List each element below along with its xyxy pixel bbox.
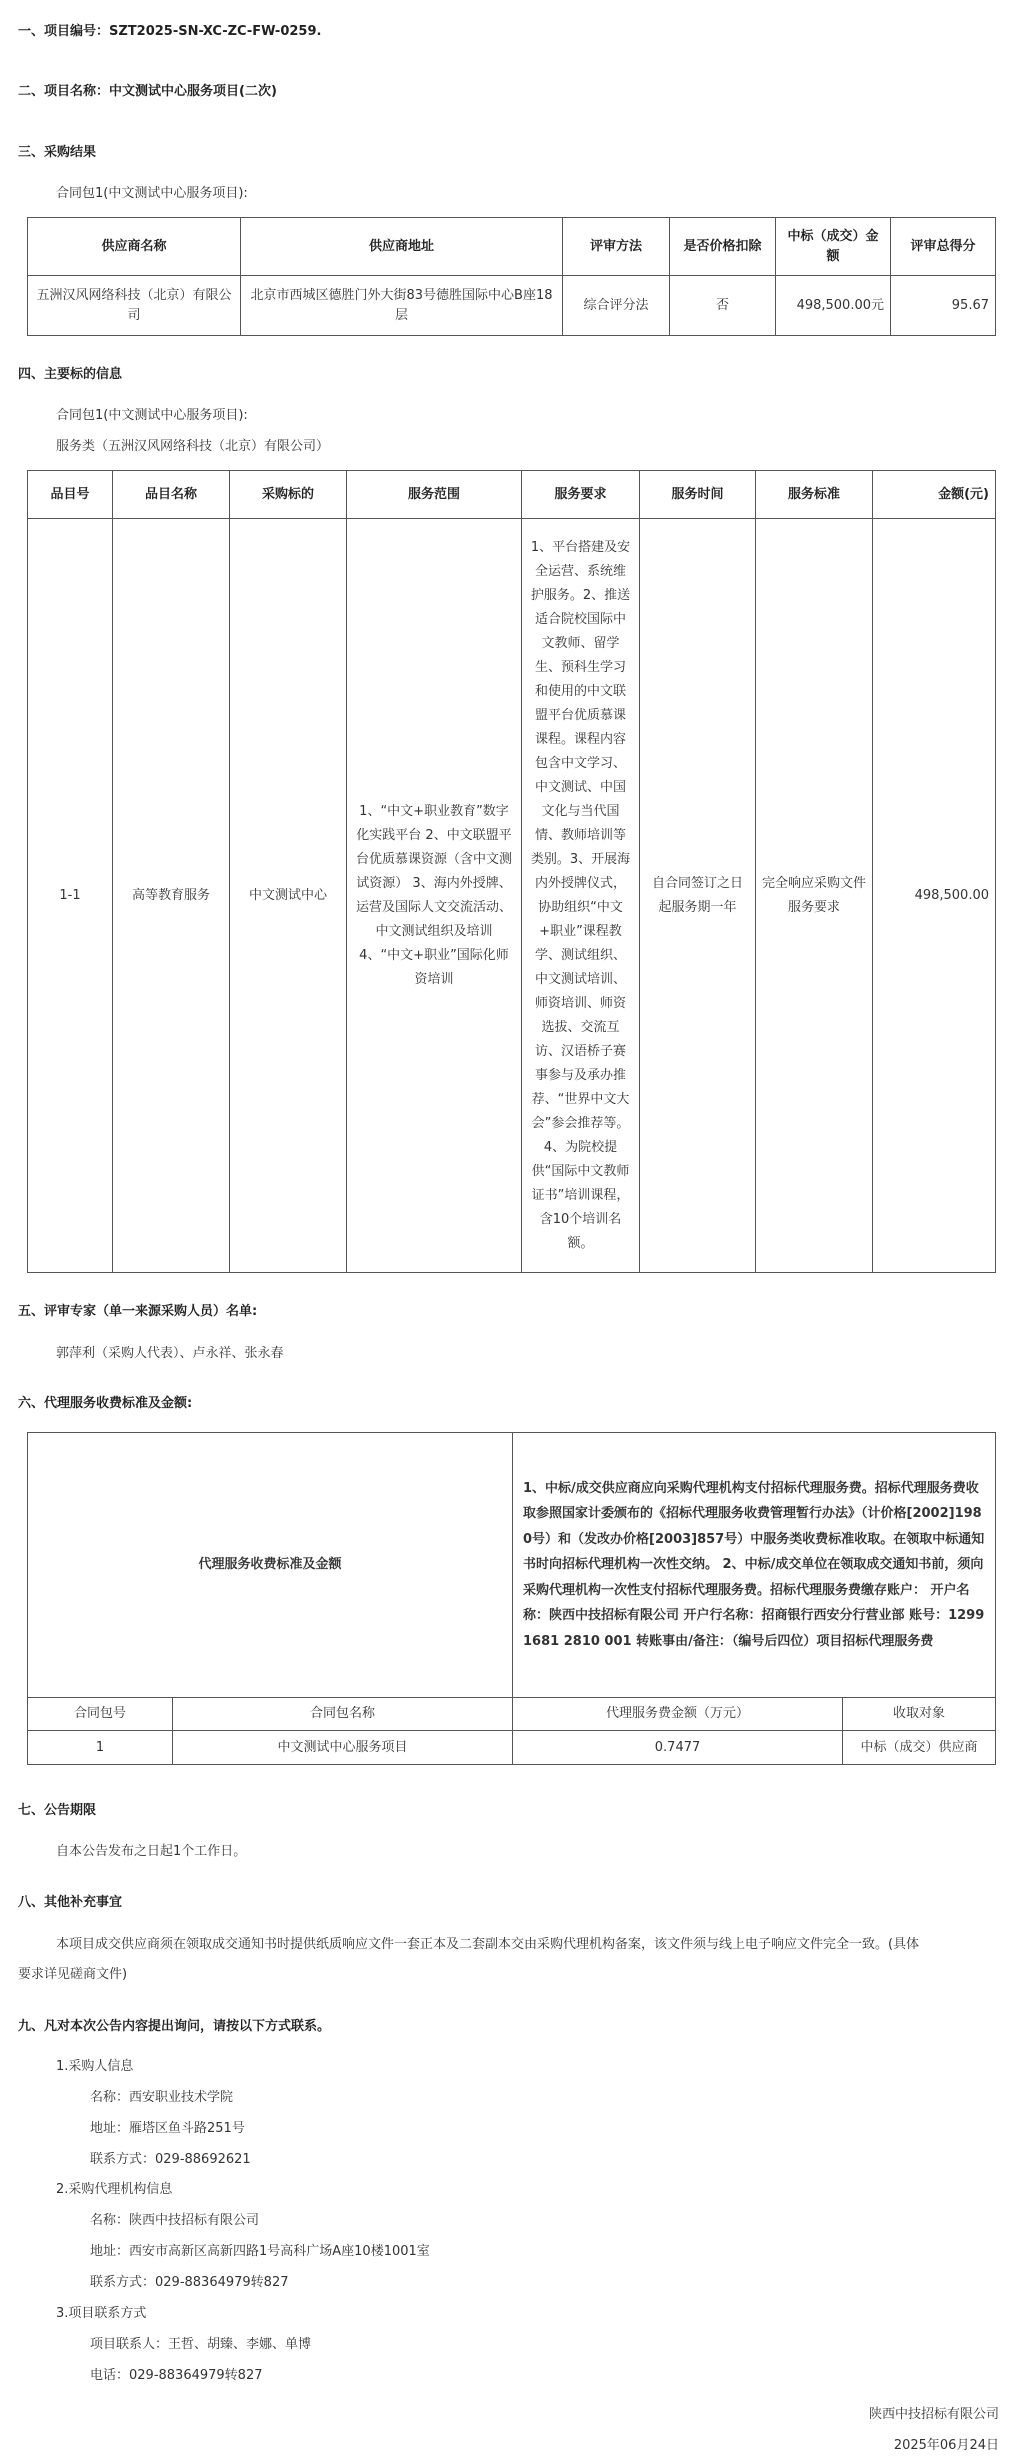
supplement-text-line2: 要求详见磋商文件) (18, 1967, 128, 1982)
agency-phone: 联系方式：029-88364979转827 (90, 2275, 289, 2290)
subject-header-name: 品目名称 (113, 471, 230, 519)
result-header-amount: 中标（成交）金额 (776, 218, 891, 276)
subject-header-amount: 金额(元) (873, 471, 996, 519)
section-title-contact: 九、凡对本次公告内容提出询问，请按以下方式联系。 (18, 2019, 331, 2034)
subject-header-no: 品目号 (28, 471, 113, 519)
subject-cell-time: 自合同签订之日起服务期一年 (640, 519, 756, 1273)
agency-info-title: 2.采购代理机构信息 (56, 2182, 173, 2197)
project-name-line (18, 80, 277, 99)
agency-fee-table (27, 1432, 996, 1765)
subject-cell-target: 中文测试中心 (230, 519, 347, 1273)
subject-table (27, 470, 996, 1273)
subject-service-supplier: 服务类（五洲汉风网络科技（北京）有限公司） (56, 439, 330, 454)
result-header-address: 供应商地址 (241, 218, 563, 276)
result-header-method: 评审方法 (563, 218, 670, 276)
subject-header-target: 采购标的 (230, 471, 347, 519)
project-name-label: 二、项目名称： (18, 84, 110, 99)
result-cell-score: 95.67 (891, 276, 996, 336)
result-header-price-deduct: 是否价格扣除 (670, 218, 776, 276)
footer-date: 2025年06月24日 (893, 2438, 999, 2453)
fee-header-package-no: 合同包号 (28, 1698, 173, 1731)
section-title-supplement: 八、其他补充事宜 (18, 1895, 123, 1910)
result-table (27, 217, 996, 336)
subject-cell-scope: 1、“中文+职业教育”数字化实践平台 2、中文联盟平台优质慕课资源（含中文测试资源） 3、海内外授牌、运营及国际人文交流活动、中文测试组织及培训 4、“中文+职业”国际化师资培训 (347, 519, 522, 1273)
project-number-label: 一、项目编号： (18, 24, 110, 39)
fee-header-package-name: 合同包名称 (173, 1698, 513, 1731)
section-title-subject: 四、主要标的信息 (18, 367, 123, 382)
fee-cell-package-name: 中文测试中心服务项目 (173, 1731, 513, 1765)
subject-header-standard: 服务标准 (756, 471, 873, 519)
result-cell-amount: 498,500.00元 (776, 276, 891, 336)
result-package-label: 合同包1(中文测试中心服务项目): (56, 186, 248, 201)
project-number-value: SZT2025-SN-XC-ZC-FW-0259. (109, 24, 322, 39)
purchaser-info-title: 1.采购人信息 (56, 2059, 134, 2074)
project-number-line (18, 20, 321, 39)
subject-cell-no: 1-1 (28, 519, 113, 1273)
purchaser-name: 名称：西安职业技术学院 (90, 2090, 234, 2105)
result-cell-price-deduct: 否 (670, 276, 776, 336)
project-contact-title: 3.项目联系方式 (56, 2306, 147, 2321)
section-title-experts: 五、评审专家（单一来源采购人员）名单: (18, 1304, 258, 1319)
fee-cell-amount: 0.7477 (513, 1731, 843, 1765)
agency-name: 名称：陕西中技招标有限公司 (90, 2213, 260, 2228)
section-title-agency-fee: 六、代理服务收费标准及金额: (18, 1396, 193, 1411)
project-contact-people: 项目联系人：王哲、胡臻、李娜、单博 (90, 2337, 312, 2352)
subject-package-label: 合同包1(中文测试中心服务项目): (56, 408, 248, 423)
subject-header-requirement: 服务要求 (522, 471, 640, 519)
fee-cell-payer: 中标（成交）供应商 (843, 1731, 996, 1765)
agency-address: 地址：西安市高新区高新四路1号高科广场A座10楼1001室 (90, 2244, 430, 2259)
result-header-supplier: 供应商名称 (28, 218, 241, 276)
footer-organization: 陕西中技招标有限公司 (868, 2407, 999, 2422)
subject-header-time: 服务时间 (640, 471, 756, 519)
result-cell-address: 北京市西城区德胜门外大街83号德胜国际中心B座18层 (241, 276, 563, 336)
section-title-period: 七、公告期限 (18, 1803, 97, 1818)
project-name-value: 中文测试中心服务项目(二次) (109, 84, 277, 99)
expert-names: 郭萍利（采购人代表）、卢永祥、张永春 (56, 1346, 284, 1361)
agency-fee-label: 代理服务收费标准及金额 (28, 1433, 513, 1698)
project-contact-phone: 电话：029-88364979转827 (90, 2368, 263, 2383)
fee-header-amount: 代理服务费金额（万元） (513, 1698, 843, 1731)
subject-cell-name: 高等教育服务 (113, 519, 230, 1273)
result-header-score: 评审总得分 (891, 218, 996, 276)
result-cell-method: 综合评分法 (563, 276, 670, 336)
subject-cell-requirement: 1、平台搭建及安全运营、系统维护服务。2、推送适合院校国际中文教师、留学生、预科生学习和使用的中文联盟平台优质慕课课程。课程内容包含中文学习、中文测试、中国文化与当代国情、教师培训等类别。3、开展海内外授牌仪式，协助组织“中文+职业”课程教学、测试组织、中文测试培训、师资培训、师资选拔、交流互访、汉语桥子赛事参与及承办推荐、“世界中文大会”参会推荐等。4、为院校提供“国际中文教师证书”培训课程，含10个培训名额。 (522, 519, 640, 1273)
section-title-result: 三、采购结果 (18, 145, 97, 160)
period-text: 自本公告发布之日起1个工作日。 (56, 1844, 247, 1859)
subject-header-scope: 服务范围 (347, 471, 522, 519)
purchaser-phone: 联系方式：029-88692621 (90, 2152, 251, 2167)
fee-cell-package-no: 1 (28, 1731, 173, 1765)
subject-cell-standard: 完全响应采购文件服务要求 (756, 519, 873, 1273)
subject-cell-amount: 498,500.00 (873, 519, 996, 1273)
purchaser-address: 地址：雁塔区鱼斗路251号 (90, 2121, 245, 2136)
fee-header-payer: 收取对象 (843, 1698, 996, 1731)
agency-fee-description: 1、中标/成交供应商应向采购代理机构支付招标代理服务费。招标代理服务费收取参照国家计委颁布的《招标代理服务收费管理暂行办法》（计价格[2002]1980号）和（发改办价格[2003]857号）中服务类收费标准收取。在领取中标通知书时向招标代理机构一次性交纳。 2、中标/成交单位在领取成交通知书前，须向采购代理机构一次性支付招标代理服务费。招标代理服务费缴存账户： 开户名称：陕西中技招标有限公司 开户行名称：招商银行西安分行营业部 账号：1299 1681 2810 001 转账事由/备注：（编号后四位）项目招标代理服务费 (513, 1433, 996, 1698)
supplement-text-line1: 本项目成交供应商须在领取成交通知书时提供纸质响应文件一套正本及二套副本交由采购代理机构备案，该文件须与线上电子响应文件完全一致。(具体 (56, 1937, 920, 1952)
result-cell-supplier: 五洲汉风网络科技（北京）有限公司 (28, 276, 241, 336)
